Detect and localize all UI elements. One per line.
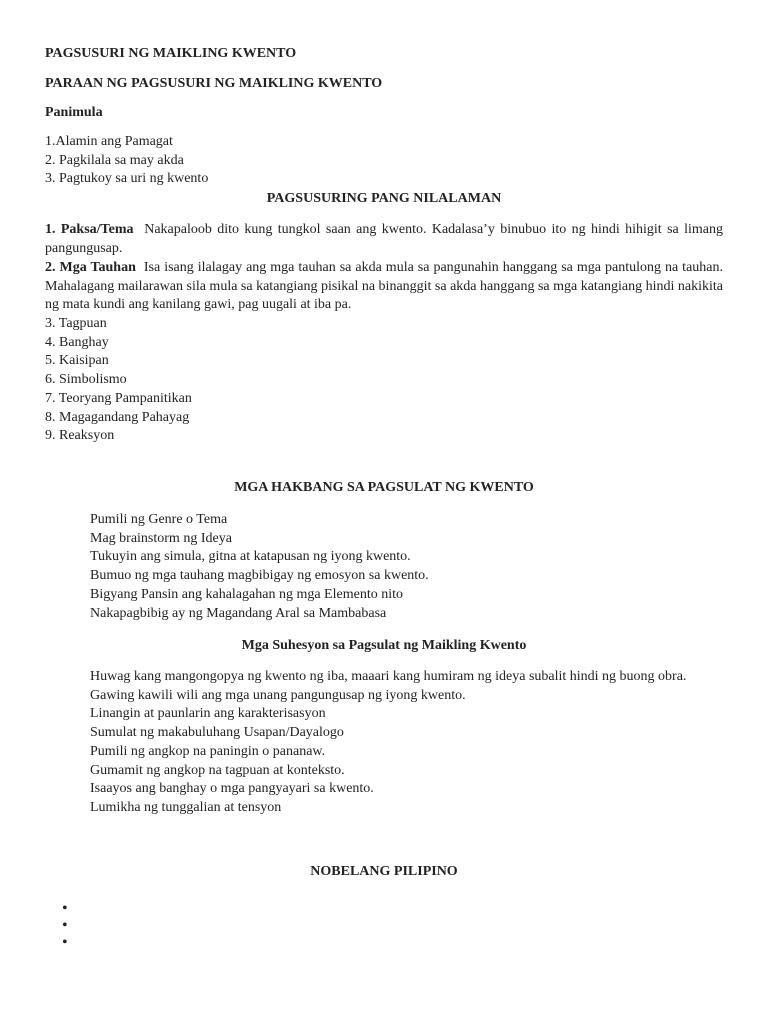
- item-label: 1. Paksa/Tema: [45, 222, 134, 237]
- document-title: PAGSUSURI NG MAIKLING KWENTO: [45, 46, 297, 61]
- list-item: 3. Pagtukoy sa uri ng kwento: [45, 171, 209, 187]
- list-item: Gawing kawili wili ang mga unang pangungusap ng iyong kwento.: [90, 687, 466, 703]
- list-item: Bigyang Pansin ang kahalagahan ng mga Elemento nito: [90, 586, 403, 602]
- bullet-glyph: •: [62, 900, 68, 917]
- bullet-glyph: •: [62, 934, 68, 951]
- list-item: Gumamit ng angkop na tagpuan at konteksto.: [90, 762, 345, 778]
- item-label: 2. Mga Tauhan: [45, 260, 136, 275]
- list-item: Sumulat ng makabuluhang Usapan/Dayalogo: [90, 725, 344, 741]
- content-list: [45, 315, 725, 446]
- list-item: Huwag kang mangongopya ng kwento ng iba, maaari kang humiram ng ideya subalit hindi ng buong obra.: [90, 669, 687, 684]
- document-subtitle: PARAAN NG PAGSUSURI NG MAIKLING KWENTO: [45, 76, 383, 91]
- novel-heading: NOBELANG PILIPINO: [310, 864, 458, 879]
- steps-heading: MGA HAKBANG SA PAGSULAT NG KWENTO: [234, 480, 534, 495]
- list-item: 4. Banghay: [45, 334, 109, 350]
- list-item: Pumili ng angkop na paningin o pananaw.: [90, 743, 326, 759]
- paragraph-paksa-tema: [45, 221, 723, 258]
- list-item: Isaayos ang banghay o mga pangyayari sa kwento.: [90, 781, 374, 797]
- list-item: Nakapagbibig ay ng Magandang Aral sa Mambabasa: [90, 605, 387, 621]
- list-item: 8. Magagandang Pahayag: [45, 409, 190, 425]
- suggestions-list: [90, 668, 730, 818]
- item-text: Isa isang ilalagay ang mga tauhan sa akda mula sa pangunahin hanggang sa mga pantulong na tauhan. Mahalagang mailarawan sila mula sa katangiang pisikal na binanggit sa akda hanggang sa mga katangiang hindi nakikita ng mata kundi ang kanilang gawi, pag uugali at iba pa.: [45, 260, 724, 313]
- content-heading: PAGSUSURING PANG NILALAMAN: [266, 191, 502, 206]
- empty-bullet-list: [62, 900, 122, 951]
- intro-list: [45, 133, 725, 189]
- list-item: Linangin at paunlarin ang karakterisasyon: [90, 706, 326, 722]
- list-item: 7. Teoryang Pampanitikan: [45, 390, 192, 406]
- list-item: 1.Alamin ang Pamagat: [45, 134, 173, 149]
- list-item: Lumikha ng tunggalian at tensyon: [90, 799, 282, 815]
- list-item: Pumili ng Genre o Tema: [90, 512, 228, 527]
- list-item: 6. Simbolismo: [45, 372, 127, 388]
- paragraph-mga-tauhan: [45, 259, 723, 315]
- intro-heading: Panimula: [45, 105, 103, 120]
- list-item: 9. Reaksyon: [45, 428, 115, 444]
- list-item: 5. Kaisipan: [45, 353, 109, 369]
- list-item: 2. Pagkilala sa may akda: [45, 152, 184, 168]
- list-item: Tukuyin ang simula, gitna at katapusan ng iyong kwento.: [90, 549, 411, 565]
- item-text: Nakapaloob dito kung tungkol saan ang kwento. Kadalasa’y binubuo ito ng hindi hihigit sa limang pangungusap.: [45, 222, 723, 256]
- steps-list: [90, 511, 730, 623]
- list-item: 3. Tagpuan: [45, 316, 107, 331]
- list-item: Bumuo ng mga tauhang magbibigay ng emosyon sa kwento.: [90, 568, 429, 584]
- list-item: Mag brainstorm ng Ideya: [90, 530, 232, 546]
- suggestions-heading: Mga Suhesyon sa Pagsulat ng Maikling Kwento: [241, 638, 527, 653]
- bullet-glyph: •: [62, 917, 68, 934]
